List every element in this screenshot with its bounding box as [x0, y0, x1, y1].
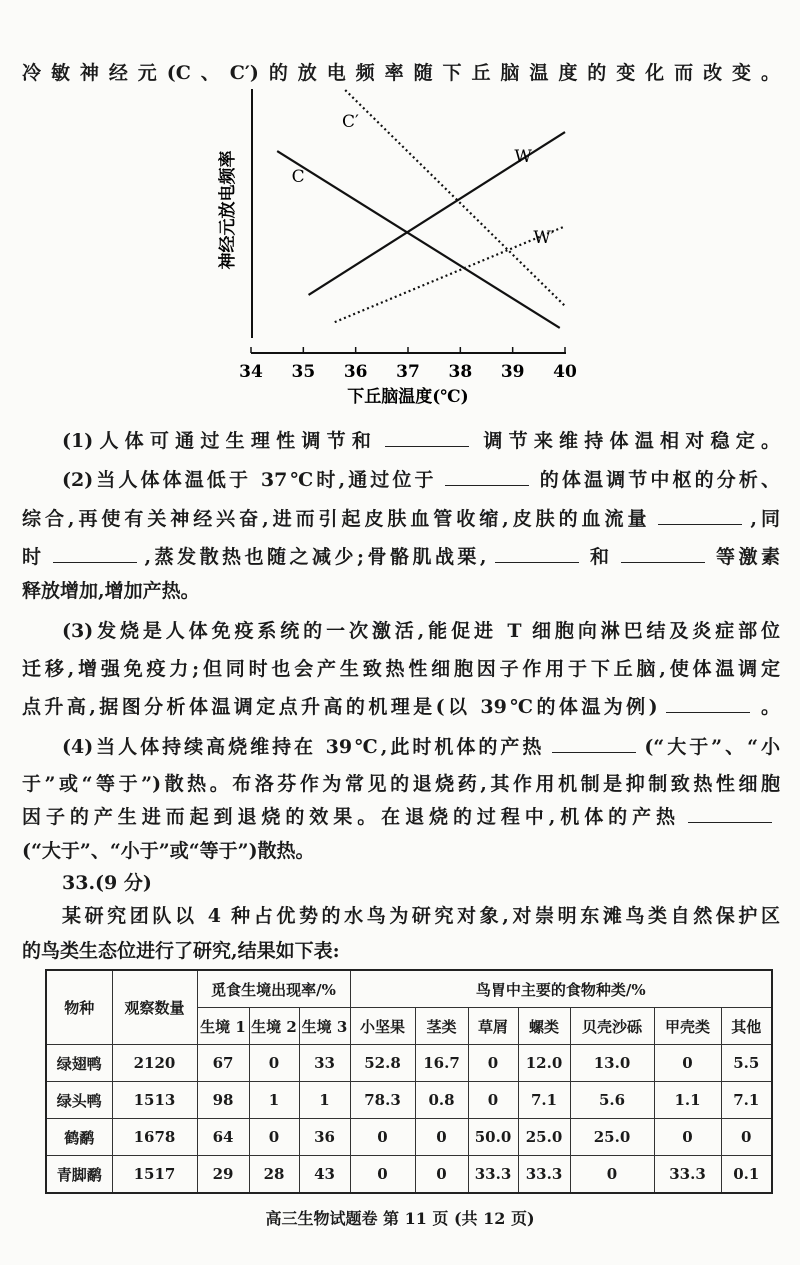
- text-line: [62, 428, 780, 454]
- species-cell: 青脚鹬: [46, 1156, 112, 1194]
- x-tick-label: 36: [343, 362, 368, 382]
- answer-blank[interactable]: [552, 734, 636, 753]
- text-segment: ,同: [750, 508, 780, 530]
- series-line-2: [345, 90, 565, 306]
- text-line: [22, 656, 780, 682]
- value-cell: 33.3: [518, 1156, 570, 1194]
- value-cell: 0: [468, 1082, 518, 1119]
- value-cell: 5.6: [570, 1082, 654, 1119]
- text-line: [22, 938, 780, 964]
- text-line: [22, 838, 780, 864]
- value-cell: 1517: [112, 1156, 197, 1194]
- answer-blank[interactable]: [445, 467, 529, 486]
- header-count: 观察数量: [112, 970, 197, 1045]
- text-segment: 点升高,据图分析体温调定点升高的机理是(以 39℃的体温为例): [22, 696, 658, 718]
- value-cell: 33: [299, 1045, 350, 1082]
- value-cell: 2120: [112, 1045, 197, 1082]
- page-footer: 高三生物试题卷 第 11 页 (共 12 页): [265, 1209, 535, 1228]
- value-cell: 33.3: [468, 1156, 518, 1194]
- value-cell: 1: [299, 1082, 350, 1119]
- species-cell: 绿头鸭: [46, 1082, 112, 1119]
- value-cell: 25.0: [570, 1119, 654, 1156]
- text-segment: 等激素: [712, 546, 780, 568]
- value-cell: 0: [570, 1156, 654, 1194]
- text-segment: 调节来维持体温相对稳定。: [477, 430, 780, 452]
- answer-blank[interactable]: [53, 544, 137, 563]
- subheader-cell: 生境 3: [299, 1008, 350, 1045]
- text-segment: 和: [586, 546, 613, 568]
- text-segment: 的鸟类生态位进行了研究,结果如下表:: [22, 940, 340, 962]
- value-cell: 1678: [112, 1119, 197, 1156]
- subheader-cell: 螺类: [518, 1008, 570, 1045]
- answer-blank[interactable]: [666, 694, 750, 713]
- answer-blank[interactable]: [621, 544, 705, 563]
- x-tick-label: 38: [448, 362, 473, 382]
- value-cell: 16.7: [415, 1045, 468, 1082]
- text-segment: 迁移,增强免疫力;但同时也会产生致热性细胞因子作用于下丘脑,使体温调定: [22, 658, 780, 680]
- answer-blank[interactable]: [495, 544, 579, 563]
- value-cell: 0: [350, 1156, 415, 1194]
- text-segment: (“大于”、“小: [644, 736, 780, 758]
- x-tick-label: 39: [500, 362, 525, 382]
- y-axis-label: 神经元放电频率: [218, 150, 238, 270]
- value-cell: 0: [468, 1045, 518, 1082]
- text-line: [22, 771, 780, 797]
- value-cell: 0: [249, 1119, 299, 1156]
- bird-niche-table: [45, 969, 773, 1194]
- text-segment: (3)发烧是人体免疫系统的一次激活,能促进 T 细胞向淋巴结及炎症部位: [62, 620, 780, 642]
- value-cell: 43: [299, 1156, 350, 1194]
- subheader-cell: 茎类: [415, 1008, 468, 1045]
- value-cell: 78.3: [350, 1082, 415, 1119]
- text-line: [62, 870, 780, 896]
- value-cell: 0.8: [415, 1082, 468, 1119]
- subheader-cell: 甲壳类: [654, 1008, 721, 1045]
- text-line: [22, 578, 780, 604]
- value-cell: 0: [654, 1119, 721, 1156]
- subheader-cell: 草屑: [468, 1008, 518, 1045]
- value-cell: 28: [249, 1156, 299, 1194]
- value-cell: 1513: [112, 1082, 197, 1119]
- text-line: [22, 694, 780, 720]
- header-species: 物种: [46, 970, 112, 1045]
- table-row: [46, 1082, 772, 1119]
- header-food: 鸟胃中主要的食物种类/%: [350, 970, 772, 1008]
- value-cell: 98: [197, 1082, 249, 1119]
- subheader-cell: 贝壳沙砾: [570, 1008, 654, 1045]
- text-segment: (4)当人体持续高烧维持在 39℃,此时机体的产热: [62, 736, 545, 758]
- x-tick-label: 40: [553, 362, 577, 382]
- text-line: [62, 903, 780, 929]
- value-cell: 25.0: [518, 1119, 570, 1156]
- value-cell: 0: [654, 1045, 721, 1082]
- text-segment: 因子的产生进而起到退烧的效果。在退烧的过程中,机体的产热: [22, 806, 680, 828]
- value-cell: 29: [197, 1156, 249, 1194]
- value-cell: 0: [249, 1045, 299, 1082]
- text-segment: (2)当人体体温低于 37℃时,通过位于: [62, 469, 437, 491]
- x-axis-label: 下丘脑温度(℃): [347, 387, 469, 407]
- value-cell: 1: [249, 1082, 299, 1119]
- text-line: [62, 734, 780, 760]
- table-row: [46, 1045, 772, 1082]
- value-cell: 0: [350, 1119, 415, 1156]
- table-row: [46, 1156, 772, 1194]
- series-line-0: [277, 151, 560, 328]
- subheader-cell: 生境 2: [249, 1008, 299, 1045]
- series-line-3: [335, 226, 565, 322]
- text-segment: (“大于”、“小于”或“等于”)散热。: [22, 840, 315, 862]
- subheader-cell: 其他: [721, 1008, 772, 1045]
- value-cell: 0: [415, 1156, 468, 1194]
- value-cell: 0.1: [721, 1156, 772, 1194]
- header-habitat: 觅食生境出现率/%: [197, 970, 350, 1008]
- series-label: W′: [533, 227, 555, 248]
- value-cell: 33.3: [654, 1156, 721, 1194]
- text-segment: 综合,再使有关神经兴奋,进而引起皮肤血管收缩,皮肤的血流量: [22, 508, 651, 530]
- value-cell: 7.1: [518, 1082, 570, 1119]
- subheader-cell: 小坚果: [350, 1008, 415, 1045]
- text-segment: (1)人体可通过生理性调节和: [62, 430, 378, 452]
- value-cell: 13.0: [570, 1045, 654, 1082]
- text-segment: 释放增加,增加产热。: [22, 580, 200, 602]
- text-segment: 33.(9 分): [62, 872, 152, 894]
- series-label: C: [291, 166, 305, 187]
- text-line: [22, 544, 780, 570]
- text-line: [22, 506, 780, 532]
- text-segment: ,蒸发散热也随之减少;骨骼肌战栗,: [144, 546, 487, 568]
- x-tick-label: 37: [396, 362, 420, 382]
- answer-blank[interactable]: [385, 428, 469, 447]
- x-tick-label: 34: [239, 362, 263, 382]
- text-segment: 的体温调节中枢的分析、: [536, 469, 780, 491]
- value-cell: 64: [197, 1119, 249, 1156]
- value-cell: 12.0: [518, 1045, 570, 1082]
- text-segment: 于”或“等于”)散热。布洛芬作为常见的退烧药,其作用机制是抑制致热性细胞: [22, 773, 780, 795]
- value-cell: 0: [415, 1119, 468, 1156]
- text-segment: 某研究团队以 4 种占优势的水鸟为研究对象,对崇明东滩鸟类自然保护区: [62, 905, 780, 927]
- text-line: [62, 467, 780, 493]
- series-label: W: [514, 147, 532, 168]
- neuron-firing-chart: [200, 80, 600, 410]
- value-cell: 1.1: [654, 1082, 721, 1119]
- text-segment: 时: [22, 546, 45, 568]
- species-cell: 绿翅鸭: [46, 1045, 112, 1082]
- value-cell: 5.5: [721, 1045, 772, 1082]
- species-cell: 鹤鹬: [46, 1119, 112, 1156]
- answer-blank[interactable]: [658, 506, 742, 525]
- text-segment: 。: [757, 696, 780, 718]
- value-cell: 67: [197, 1045, 249, 1082]
- value-cell: 7.1: [721, 1082, 772, 1119]
- text-line: [62, 618, 780, 644]
- series-label: C′: [341, 112, 359, 133]
- value-cell: 0: [721, 1119, 772, 1156]
- text-segment: 冷敏神经元(C、C′)的放电频率随下丘脑温度的变化而改变。: [22, 62, 780, 84]
- value-cell: 50.0: [468, 1119, 518, 1156]
- text-line: [22, 804, 780, 830]
- x-tick-label: 35: [291, 362, 316, 382]
- value-cell: 52.8: [350, 1045, 415, 1082]
- answer-blank[interactable]: [688, 804, 772, 823]
- value-cell: 36: [299, 1119, 350, 1156]
- table-row: [46, 1119, 772, 1156]
- subheader-cell: 生境 1: [197, 1008, 249, 1045]
